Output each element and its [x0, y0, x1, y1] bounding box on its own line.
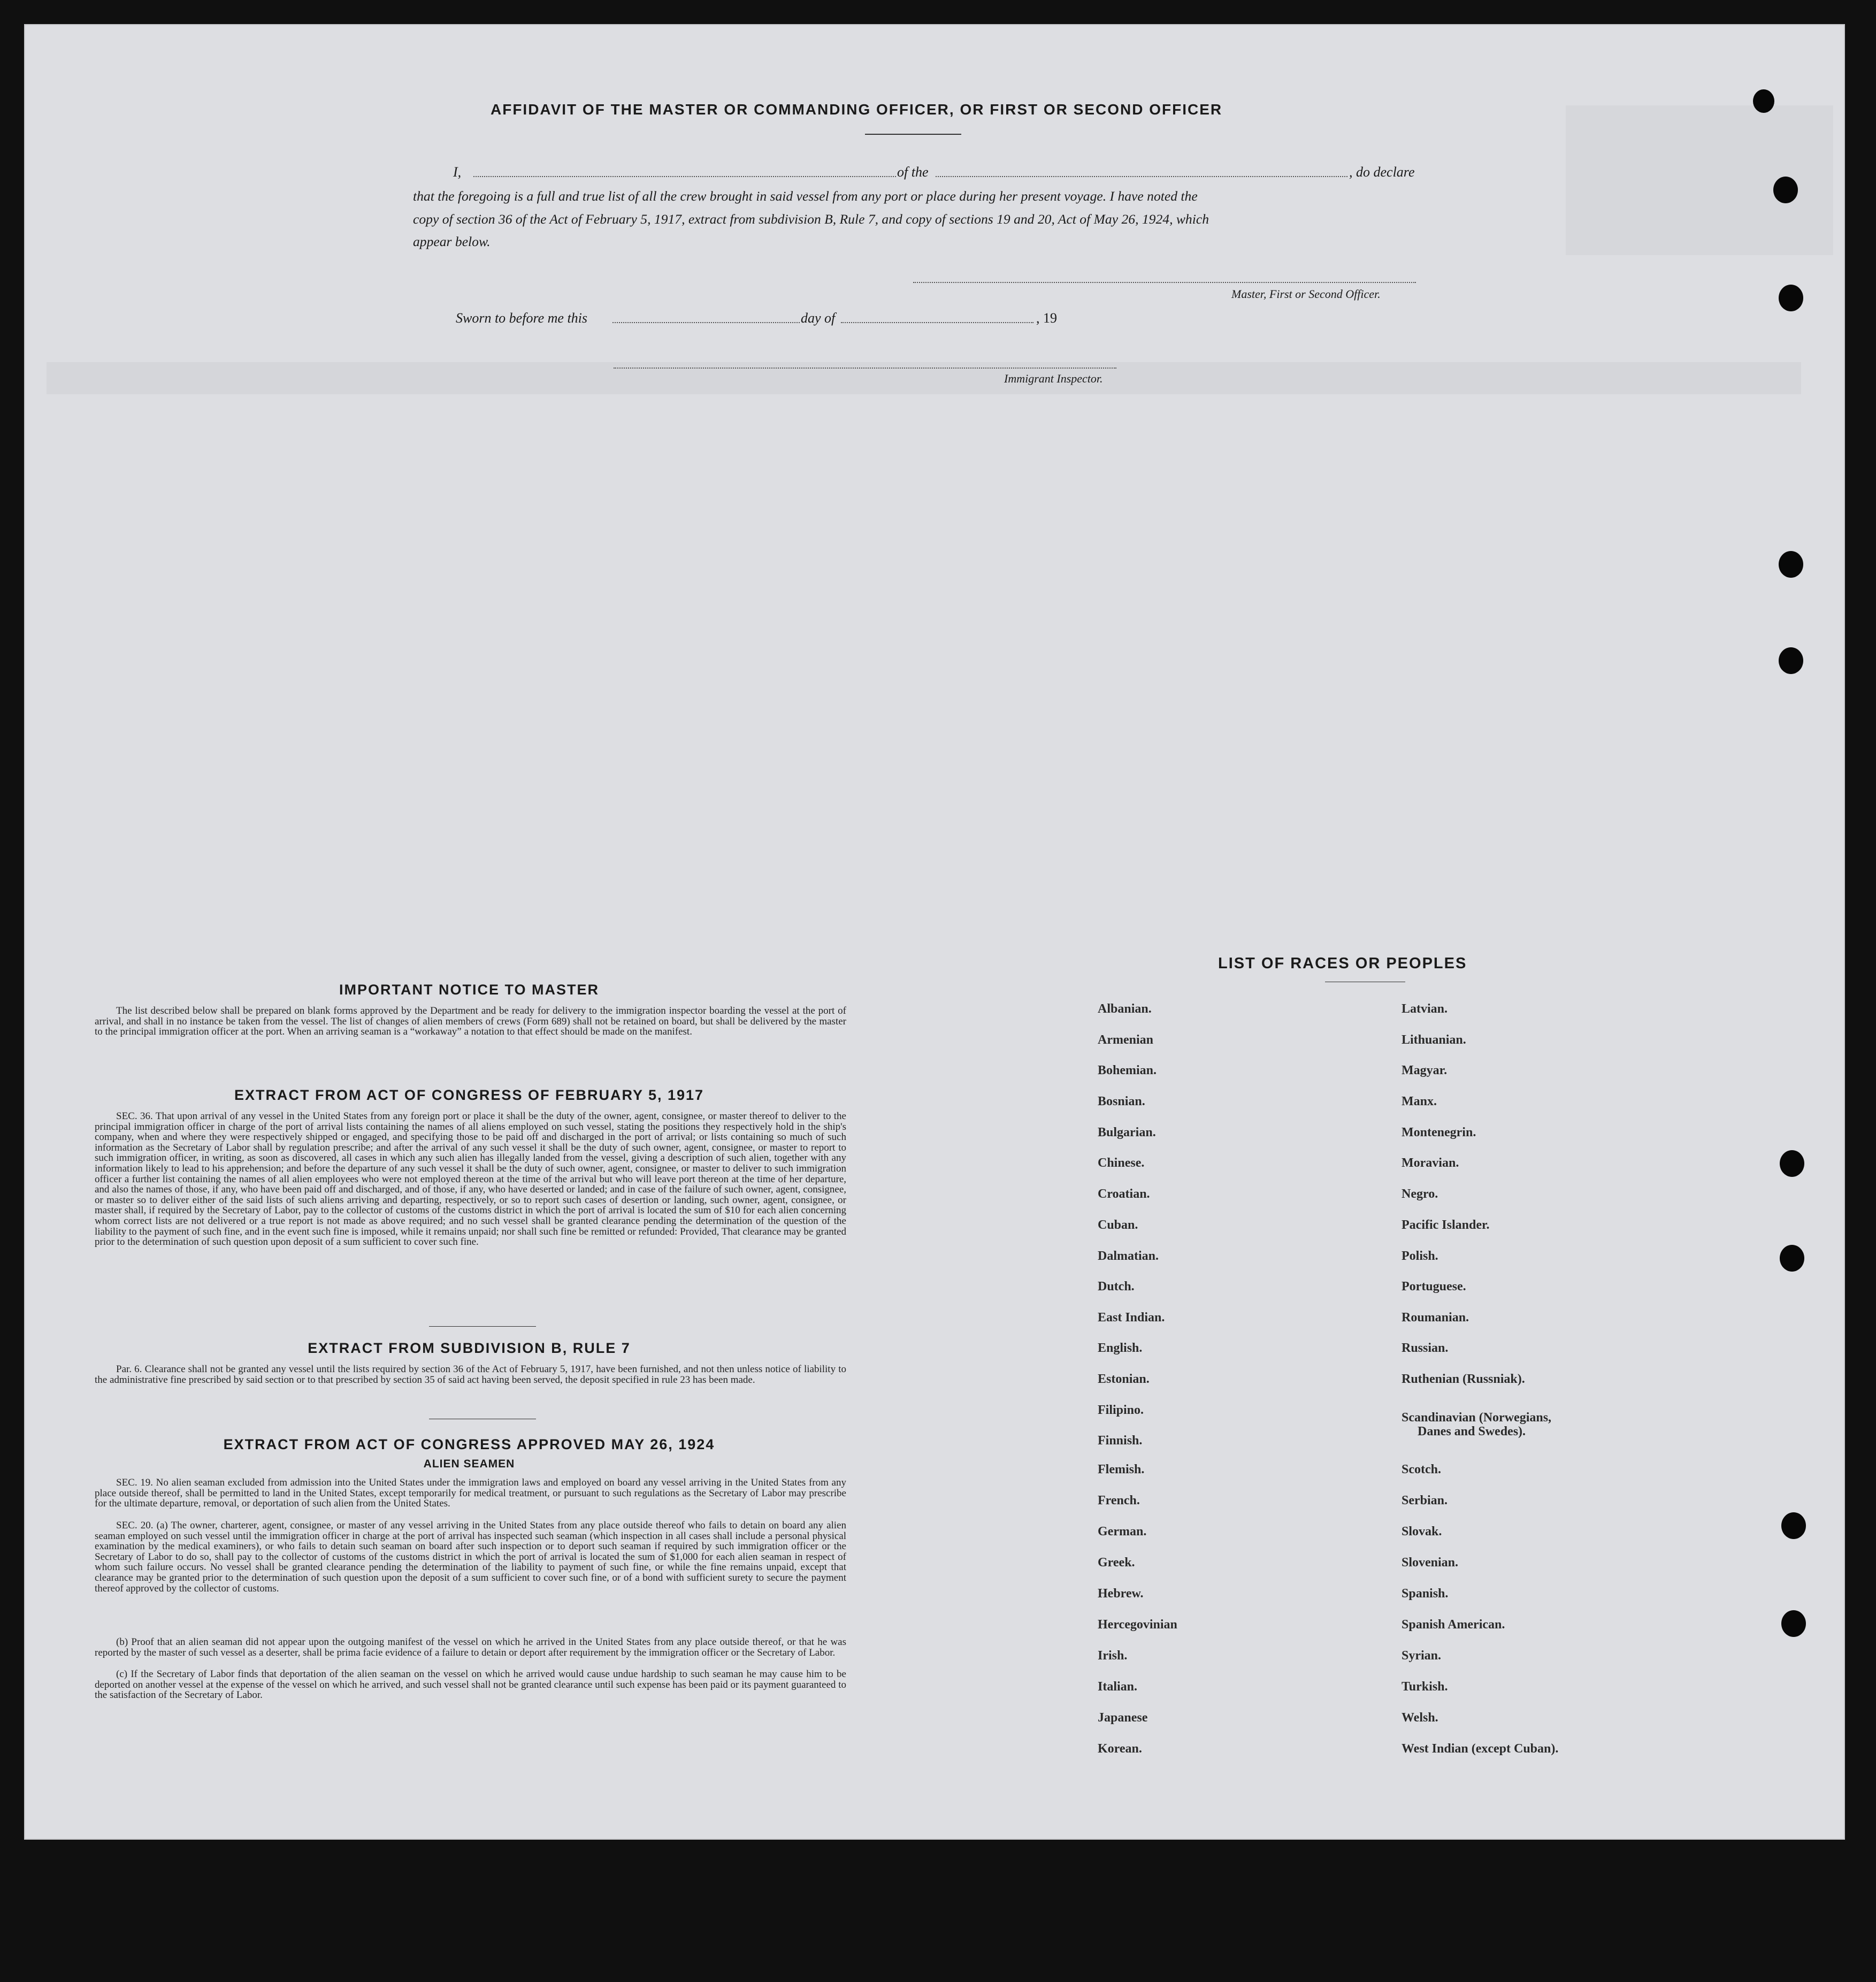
race-left-item: Estonian.: [1098, 1372, 1150, 1386]
punch-hole: [1779, 647, 1803, 674]
extract-1924-sec20c: (c) If the Secretary of Labor finds that deportation of the alien seaman on the vessel on which he arrived would cause undue hardship to such seaman he may cause him to be deported on another vessel at the expense of the vessel on which he arrived, and such vessel shall not be granted clearance until such expense has been paid or its payment guaranteed to the satisfaction of the Secretary of Labor.: [95, 1669, 846, 1701]
punch-hole: [1753, 89, 1774, 113]
race-left-item: German.: [1098, 1525, 1147, 1539]
race-left-item: East Indian.: [1098, 1311, 1165, 1325]
extract-1924-subtitle: ALIEN SEAMEN: [423, 1458, 515, 1470]
race-left-item: French.: [1098, 1494, 1140, 1507]
race-left-item: Korean.: [1098, 1742, 1142, 1756]
race-right-item: Pacific Islander.: [1402, 1218, 1490, 1232]
race-right-item: Slovak.: [1402, 1525, 1442, 1539]
name-field-line[interactable]: [473, 176, 896, 177]
extract-1924-title: EXTRACT FROM ACT OF CONGRESS APPROVED MAY 26, 1924: [223, 1436, 715, 1452]
declare-line-4: appear below.: [413, 234, 491, 249]
extract-1924-sec19: SEC. 19. No alien seaman excluded from admission into the United States under the immigration laws and employed on board any vessel arriving in the United States from any place outside thereof, shall be permitted to land in the United States, except temporarily for medical treatment, or pursuant to such regulations as the Secretary of Labor may prescribe for the ultimate departure, removal, or deportation of such alien from the United States.: [95, 1477, 846, 1510]
race-left-item: Dalmatian.: [1098, 1249, 1159, 1263]
race-left-item: Chinese.: [1098, 1156, 1145, 1170]
sworn-month-line[interactable]: [841, 322, 1033, 323]
races-title: LIST OF RACES OR PEOPLES: [1218, 955, 1467, 972]
race-right-item: Serbian.: [1402, 1494, 1448, 1507]
inspector-signature-line[interactable]: [614, 368, 1116, 369]
race-right-item: Spanish American.: [1402, 1618, 1505, 1632]
race-left-item: Flemish.: [1098, 1463, 1145, 1476]
race-left-item: Hebrew.: [1098, 1587, 1144, 1601]
master-caption: Master, First or Second Officer.: [1231, 287, 1381, 301]
inspector-caption: Immigrant Inspector.: [1004, 372, 1103, 385]
extract-1924-sec20b: (b) Proof that an alien seaman did not appear upon the outgoing manifest of the vessel on which he arrived in the United States from any place outside thereof, or that he was reported by the master of such vessel as a deserter, shall be prima facie evidence of a failure to detain or deport after requirement by the immigration officer or the Secretary of Labor.: [95, 1636, 846, 1658]
race-left-item: Hercegovinian: [1098, 1618, 1177, 1632]
race-left-item: Italian.: [1098, 1680, 1138, 1694]
race-left-item: Bosnian.: [1098, 1095, 1145, 1108]
extract-1917-title: EXTRACT FROM ACT OF CONGRESS OF FEBRUARY 5, 1917: [234, 1087, 705, 1103]
race-right-item: Portuguese.: [1402, 1280, 1466, 1294]
declare-i: I,: [453, 164, 462, 180]
race-right-item: Slovenian.: [1402, 1556, 1459, 1570]
race-left-item: Bulgarian.: [1098, 1126, 1156, 1139]
extract-1917-body: SEC. 36. That upon arrival of any vessel in the United States from any foreign port or place it shall be the duty of the owner, agent, consignee, or master thereof to deliver to the principal immigration officer in charge of the port of arrival lists containing the names of all aliens employed on such vessel, stating the positions they respectively hold in the ship's company, when and where they were respectively shipped or engaged, and specifying those to be paid off and discharged in the port of arrival; or lists containing so much of such information as the Secretary of Labor shall by regulation prescribe; and after the arrival of any such vessel it shall be the duty of such owner, agent, consignee, or master to report to such immigration officer, in writing, as soon as discovered, all cases in which any such alien has illegally landed from the vessel, giving a description of such alien, together with any information likely to lead to his apprehension; and before the departure of any such vessel it shall be the duty of such owner, agent, consignee, or master to deliver to such immigration officer a further list containing the names of all alien employees who were not employed thereon at the time of the arrival but who will leave port thereon at the time of her departure, and also the names of those, if any, who have been paid off and discharged, and of those, if any, who have deserted or landed; and in case of the failure of such owner, agent, consignee, or master so to deliver either of the said lists of such aliens arriving and departing, respectively, or so to report such cases of desertion or landing, such owner, agent, consignee, or master shall, if required by the Secretary of Labor, pay to the collector of customs of the customs district in which the port of arrival is located the sum of $10 for each alien concerning whom correct lists are not delivered or a true report is not made as above required; and no such vessel shall be granted clearance pending the determination of the question of the liability to the payment of such fine, and in the event such fine is imposed, while it remains unpaid; nor shall such fine be remitted or refunded: Provided, That clearance may be granted prior to the determination of such question upon deposit of a sum sufficient to cover such fine.: [95, 1111, 846, 1248]
declare-line-2: that the foregoing is a full and true list of all the crew brought in said vessel from any port or place during her present voyage. I have noted the: [413, 188, 1198, 204]
race-right-item: Scandinavian (Norwegians,: [1402, 1411, 1552, 1425]
bleed-through-marks: [47, 362, 1801, 394]
sworn-day-line[interactable]: [612, 322, 800, 323]
vessel-field-line[interactable]: [936, 176, 1347, 177]
punch-hole: [1780, 1245, 1804, 1272]
punch-hole: [1780, 1150, 1804, 1177]
race-left-item: Greek.: [1098, 1556, 1135, 1570]
race-left-item: Bohemian.: [1098, 1063, 1157, 1077]
race-left-item: Japanese: [1098, 1711, 1148, 1725]
race-right-item: Magyar.: [1402, 1063, 1448, 1077]
race-left-item: Albanian.: [1098, 1002, 1152, 1016]
extract-rule7-body: Par. 6. Clearance shall not be granted any vessel until the lists required by section 36 of the Act of February 5, 1917, have been furnished, and not then unless notice of liability to the administrative fine prescribed by said section or to that prescribed by section 35 of said act having been served, the deposit specified in rule 23 has been made.: [95, 1364, 846, 1386]
race-right-item: Welsh.: [1402, 1711, 1438, 1725]
race-right-item: Lithuanian.: [1402, 1033, 1466, 1047]
race-left-item: Croatian.: [1098, 1187, 1150, 1201]
race-right-item: West Indian (except Cuban).: [1402, 1742, 1559, 1756]
affidavit-title: AFFIDAVIT OF THE MASTER OR COMMANDING OFFICER, OR FIRST OR SECOND OFFICER: [491, 101, 1223, 118]
race-right-item: Russian.: [1402, 1341, 1449, 1355]
sworn-day-of: day of: [801, 310, 836, 326]
race-left-item: Armenian: [1098, 1033, 1153, 1047]
race-right-item: Syrian.: [1402, 1649, 1442, 1663]
declare-of-the: of the: [897, 164, 929, 180]
race-right-item: Roumanian.: [1402, 1311, 1469, 1325]
punch-hole: [1773, 177, 1798, 203]
race-right-item: Negro.: [1402, 1187, 1438, 1201]
race-left-item: English.: [1098, 1341, 1143, 1355]
notice-body: The list described below shall be prepared on blank forms approved by the Department and be ready for delivery to the immigration inspector boarding the vessel at the port of arrival, and shall in no instance be taken from the vessel. The list of changes of alien members of crews (Form 689) shall not be retained on board, but shall be delivered by the master to the principal immigration officer at the port. When an arriving seaman is a “workaway” a notation to that effect should be made on the manifest.: [95, 1005, 846, 1038]
declare-line-3: copy of section 36 of the Act of February 5, 1917, extract from subdivision B, Rule 7, and copy of sections 19 and 20, Act of May 26, 1924, which: [413, 211, 1209, 227]
punch-hole: [1779, 551, 1803, 578]
race-right-item: Manx.: [1402, 1095, 1437, 1108]
punch-hole: [1781, 1512, 1806, 1539]
extract-1924-sec20a: SEC. 20. (a) The owner, charterer, agent, consignee, or master of any vessel arriving in the United States from any place outside thereof who fails to detain on board any alien seaman employed on such vessel until the immigration officer in charge at the port of arrival has inspected such seaman (which inspection in all cases shall include a personal physical examination by the medical examiners), or who fails to detain such seaman on board after such inspection or to deport such seaman if required by such immigration officer or the Secretary of Labor to do so, shall pay to the collector of customs of the customs district in which the port of arrival is located the sum of $1,000 for each alien seaman in respect of whom such failure occurs. No vessel shall be granted clearance pending the determination of the liability to payment of such fine, or while the fine remains unpaid, except that clearance may be granted prior to the determination of such question upon the deposit of a sum sufficient to cover such fine, or of a bond with sufficient surety to secure the payment thereof approved by the collector of customs.: [95, 1520, 846, 1594]
race-right-item: Montenegrin.: [1402, 1126, 1476, 1139]
punch-hole: [1781, 1610, 1806, 1637]
title-underline: [865, 134, 961, 135]
race-left-item: Finnish.: [1098, 1434, 1143, 1448]
race-left-item: Cuban.: [1098, 1218, 1138, 1232]
declare-do-declare: , do declare: [1349, 164, 1415, 180]
section-divider: [429, 1326, 536, 1327]
race-right-item: Ruthenian (Russniak).: [1402, 1372, 1525, 1386]
race-right-item: Moravian.: [1402, 1156, 1459, 1170]
extract-rule7-title: EXTRACT FROM SUBDIVISION B, RULE 7: [308, 1340, 631, 1356]
race-left-item: Filipino.: [1098, 1403, 1144, 1417]
race-right-item: Danes and Swedes).: [1418, 1425, 1526, 1438]
race-right-item: Scotch.: [1402, 1463, 1441, 1476]
master-signature-line[interactable]: [913, 282, 1416, 283]
sworn-year: , 19: [1036, 310, 1057, 326]
form-page: [24, 24, 1845, 1840]
race-left-item: Dutch.: [1098, 1280, 1135, 1294]
race-right-item: Polish.: [1402, 1249, 1438, 1263]
race-right-item: Turkish.: [1402, 1680, 1448, 1694]
race-right-item: Spanish.: [1402, 1587, 1449, 1601]
punch-hole: [1779, 285, 1803, 311]
notice-title: IMPORTANT NOTICE TO MASTER: [339, 982, 599, 998]
race-right-item: Latvian.: [1402, 1002, 1448, 1016]
race-left-item: Irish.: [1098, 1649, 1128, 1663]
sworn-text: Sworn to before me this: [456, 310, 588, 326]
